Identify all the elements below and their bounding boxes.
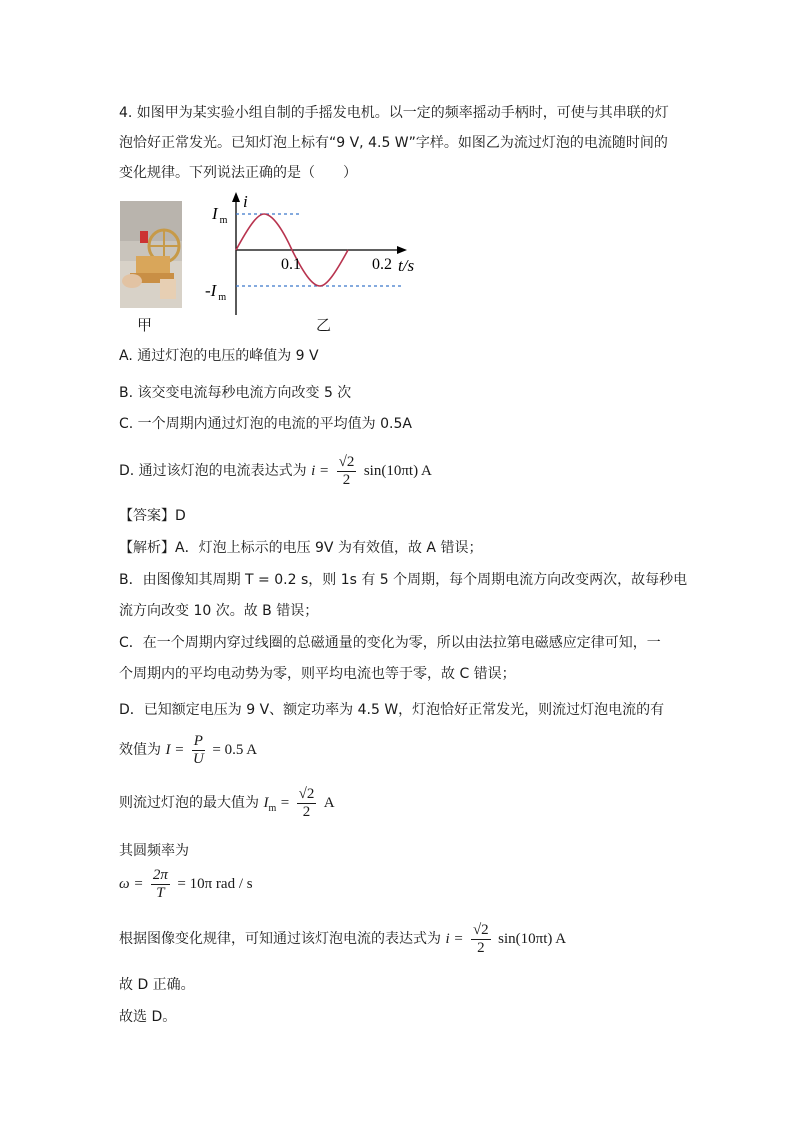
analysis-b-2: 流方向改变 10 次。故 B 错误； — [119, 603, 319, 619]
label-yi: 乙 — [316, 316, 332, 334]
fraction: $\frac{√2}{2}$ — [472, 921, 489, 956]
analysis-d-5: ω = $\frac{2\pi}{T}$ = 10π rad / s — [119, 866, 253, 901]
neg-im-label: -I $_m$ — [205, 281, 227, 303]
analysis-c-1: C．在一个周期内穿过线圈的总磁通量的变化为零，所以由法拉第电磁感应定律可知，一 — [119, 635, 661, 651]
analysis-d-7: 故 D 正确。 — [119, 977, 195, 993]
analysis-d-4: 其圆频率为 — [119, 843, 189, 859]
answer: 【答案】D — [119, 508, 186, 524]
fraction: $\frac{√2}{2}$ — [298, 785, 315, 820]
tick-label-0-2: 0.2 — [372, 256, 392, 273]
generator-photo — [120, 201, 182, 308]
label-jia: 甲 — [137, 316, 153, 334]
im-label: I $_m$ — [212, 204, 228, 226]
y-axis-label: i — [243, 192, 248, 211]
analysis-d-3: 则流过灯泡的最大值为 $I_m$ = $\frac{√2}{2}$ A — [119, 785, 335, 820]
analysis-c-2: 个周期内的平均电动势为零，则平均电流也等于零，故 C 错误； — [119, 666, 516, 682]
x-axis-arrow — [397, 246, 407, 254]
analysis-d-8: 故选 D。 — [119, 1009, 177, 1025]
tick-label-0-1: 0.1 — [281, 256, 301, 273]
fraction: $\frac{P}{U}$ — [192, 732, 204, 767]
question-line-3: 变化规律。下列说法正确的是（ ） — [119, 165, 357, 181]
analysis-d-6: 根据图像变化规律，可知通过该灯泡电流的表达式为 i = $\frac{√2}{2}$ sin(10πt) A — [119, 921, 567, 956]
analysis-b-1: B．由图像知其周期 T = 0.2 s，则 1s 有 5 个周期，每个周期电流方向改变两次，故每秒电 — [119, 572, 688, 588]
option-c: C. 一个周期内通过灯泡的电流的平均值为 0.5A — [119, 416, 412, 432]
y-axis-arrow — [232, 192, 240, 202]
question-line-1: 4. 如图甲为某实验小组自制的手摇发电机。以一定的频率摇动手柄时，可使与其串联的灯 — [119, 105, 669, 121]
fraction: $\frac{2\pi}{T}$ — [152, 866, 168, 901]
analysis-d-1: D．已知额定电压为 9 V、额定功率为 4.5 W，灯泡恰好正常发光，则流过灯泡电流的有 — [119, 702, 665, 718]
analysis-a: 【解析】A．灯泡上标示的电压 9V 为有效值，故 A 错误； — [119, 540, 483, 556]
question-line-2: 泡恰好正常发光。已知灯泡上标有“9 V, 4.5 W”字样。如图乙为流过灯泡的电流随时间的 — [119, 135, 668, 151]
option-a: A. 通过灯泡的电压的峰值为 9 V — [119, 348, 319, 364]
option-b: B. 该交变电流每秒电流方向改变 5 次 — [119, 385, 352, 401]
analysis-d-2: 效值为 I = $\frac{P}{U}$ = 0.5 A — [119, 732, 258, 767]
x-axis-label: t/s — [398, 256, 415, 275]
fraction: $\frac{√2}{2}$ — [338, 453, 355, 488]
current-graph — [195, 190, 430, 335]
option-d: D. 通过该灯泡的电流表达式为 i = $\frac{√2}{2}$ sin(10πt) A — [119, 453, 432, 488]
